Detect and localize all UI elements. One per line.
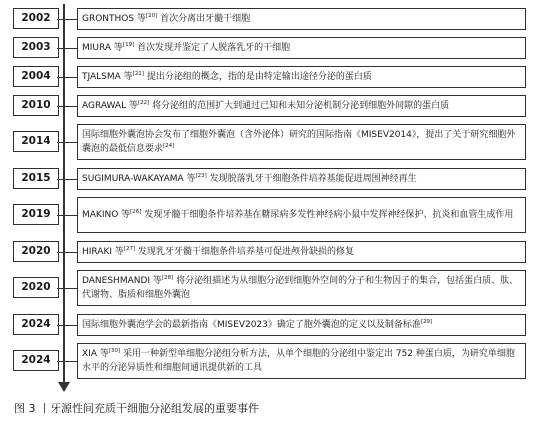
citation-ref: [23] [195, 173, 207, 179]
citation-ref: [21] [132, 71, 144, 77]
event-box [77, 8, 526, 30]
event-box [77, 124, 526, 160]
event-text [82, 347, 521, 375]
citation-ref: [19] [122, 42, 135, 48]
citation-ref: [24] [163, 143, 175, 149]
connector-line [57, 252, 77, 253]
event-rest: 首次分离出牙髓干细胞 [157, 14, 251, 24]
connector-line [57, 179, 77, 180]
year-label: 2024 [13, 350, 59, 371]
event-lead: MIURA 等 [82, 43, 123, 53]
event-rest: 将分泌组的范围扩大到通过已知和未知分泌机制分泌到细胞外间隙的蛋白质 [149, 101, 450, 111]
event-rest: 将分泌组描述为从细胞分泌到细胞外空间的分子和生物因子的集合，包括蛋白质、肽、代谢物、脂质和细胞外囊泡 [82, 276, 519, 300]
year-label: 2014 [13, 131, 59, 152]
year-label: 2004 [13, 66, 59, 87]
event-lead: MAKINO 等 [82, 210, 131, 220]
connector-line [57, 361, 77, 362]
event-rest: 首次发现并鉴定了人脱落乳牙的干细胞 [134, 43, 291, 53]
citation-ref: [26] [130, 209, 142, 215]
figure-caption: 图 3 丨牙源性间充质干细胞分泌组发展的重要事件 [14, 402, 259, 415]
event-lead: SUGIMURA-WAKAYAMA 等 [82, 174, 196, 184]
event-box [77, 197, 526, 233]
event-rest: 提出分泌组的概念，指的是由特定输出途径分泌的蛋白质 [143, 72, 372, 82]
timeline-axis [63, 4, 65, 384]
citation-ref: [20] [145, 13, 158, 19]
timeline-arrow-icon [58, 382, 70, 392]
event-lead: 国际细胞外囊泡学会的最新指南《MISEV2023》确定了胞外囊泡的定义以及制备标准 [82, 320, 421, 330]
year-label: 2010 [13, 95, 59, 116]
event-box [77, 241, 526, 263]
event-box [77, 314, 526, 336]
citation-ref: [29] [420, 319, 433, 325]
event-text [82, 208, 513, 222]
connector-line [57, 325, 77, 326]
event-text [82, 99, 449, 113]
event-box [77, 168, 526, 190]
event-rest: 发现脱落乳牙干细胞条件培养基能促进周围神经再生 [206, 174, 417, 184]
event-lead: DANESHMANDI 等 [82, 276, 162, 286]
year-label: 2015 [13, 168, 59, 189]
event-lead: HIRAKI 等 [82, 247, 124, 257]
connector-line [57, 19, 77, 20]
year-label: 2002 [13, 8, 59, 29]
event-lead: 国际细胞外囊泡协会发布了细胞外囊泡（含外泌体）研究的国际指南《MISEV2014》，提出了关于研究细胞外囊泡的最低信息要求 [82, 130, 516, 154]
event-text [82, 41, 290, 55]
event-lead: AGRAWAL 等 [82, 101, 138, 111]
event-lead: TJALSMA 等 [82, 72, 133, 82]
event-box [77, 95, 526, 117]
event-rest: 采用一种新型单细胞分泌组分析方法，从单个细胞的分泌组中鉴定出 752 种蛋白质，为研究单细胞水平的分泌异质性和细胞间通讯提供新的工具 [82, 349, 515, 373]
event-text [82, 245, 354, 259]
citation-ref: [28] [161, 275, 174, 281]
citation-ref: [27] [123, 246, 136, 252]
event-text [82, 128, 521, 156]
event-lead: XIA 等 [82, 349, 109, 359]
event-text [82, 172, 417, 186]
connector-line [57, 106, 77, 107]
connector-line [57, 288, 77, 289]
connector-line [57, 215, 77, 216]
event-box [77, 37, 526, 59]
citation-ref: [22] [137, 100, 150, 106]
event-rest: 发现乳牙牙髓干细胞条件培养基可促进颅骨缺损的修复 [135, 247, 355, 257]
event-box [77, 270, 526, 306]
year-label: 2019 [13, 204, 59, 225]
event-box [77, 343, 526, 379]
connector-line [57, 48, 77, 49]
event-box [77, 66, 526, 88]
event-text [82, 12, 250, 26]
connector-line [57, 77, 77, 78]
year-label: 2020 [13, 277, 59, 298]
year-label: 2003 [13, 37, 59, 58]
event-text [82, 318, 432, 332]
year-label: 2024 [13, 314, 59, 335]
year-label: 2020 [13, 241, 59, 262]
connector-line [57, 142, 77, 143]
event-rest: 发现牙髓干细胞条件培养基在糖尿病多发性神经病小鼠中发挥神经保护、抗炎和血管生成作用 [141, 210, 514, 220]
event-text [82, 274, 521, 302]
event-lead: GRONTHOS 等 [82, 14, 146, 24]
event-text [82, 70, 372, 84]
citation-ref: [30] [108, 348, 121, 354]
